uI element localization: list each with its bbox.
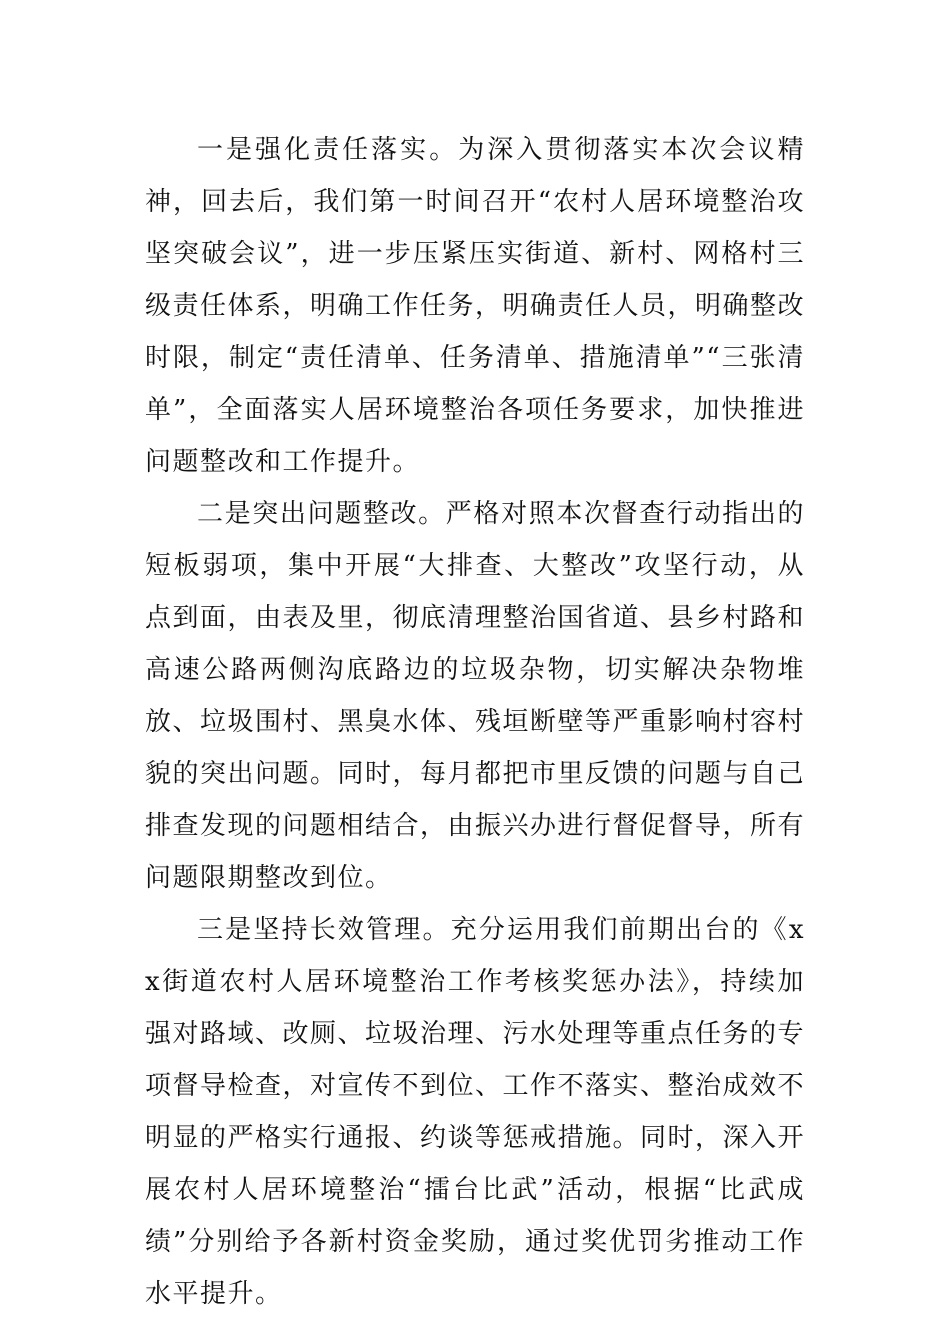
document-body: [145, 124, 805, 1320]
paragraph-long-term-management: 三是坚持长效管理。充分运用我们前期出台的《xx街道农村人居环境整治工作考核奖惩办法》，持续加强对路域、改厕、垃圾治理、污水处理等重点任务的专项督导检查，对宣传不到位、工作不落实、整治成效不明显的严格实行通报、约谈等惩戒措施。同时，深入开展农村人居环境整治“擂台比武”活动，根据“比武成绩”分别给予各新村资金奖励，通过奖优罚劣推动工作水平提升。: [145, 915, 806, 1309]
paragraph-rectification: 二是突出问题整改。严格对照本次督查行动指出的短板弱项，集中开展“大排查、大整改”攻坚行动，从点到面，由表及里，彻底清理整治国省道、县乡村路和高速公路两侧沟底路边的垃圾杂物，切实解决杂物堆放、垃圾围村、黑臭水体、残垣断壁等严重影响村容村貌的突出问题。同时，每月都把市里反馈的问题与自己排查发现的问题相结合，由振兴办进行督促督导，所有问题限期整改到位。: [145, 499, 806, 893]
paragraph-responsibility: 一是强化责任落实。为深入贯彻落实本次会议精神，回去后，我们第一时间召开“农村人居环境整治攻坚突破会议”，进一步压紧压实街道、新村、网格村三级责任体系，明确工作任务，明确责任人员，明确整改时限，制定“责任清单、任务清单、措施清单”“三张清单”，全面落实人居环境整治各项任务要求，加快推进问题整改和工作提升。: [145, 135, 806, 477]
